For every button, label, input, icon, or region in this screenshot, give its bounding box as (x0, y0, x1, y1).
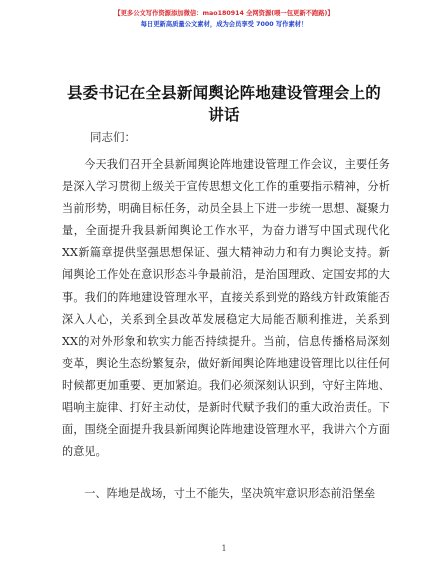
section-heading-1: 一、阵地是战场，寸土不能失，坚决筑牢意识形态前沿堡垒 (84, 487, 376, 500)
page-number: 1 (221, 544, 227, 553)
body-paragraph-1: 今天我们召开全县新闻舆论阵地建设管理工作会议，主要任务是深入学习贯彻上级关于宣传思想文化工作的重要指示精神，分析当前形势，明确目标任务，动员全县上下进一步统一思想、凝聚力量，全面提升我县新闻舆论工作水平，为奋力谱写中国式现代化XX新篇章提供坚强思想保证、强大精神动力和有力舆论支持。新闻舆论工作处在意识形态斗争最前沿，是治国理政、定国安邦的大事。我们的阵地建设管理水平，直接关系到党的路线方针政策能否深入人心，关系到全县改革发展稳定大局能否顺利推进，关系到XX的对外形象和软实力能否持续提升。当前，信息传播格局深刻变革，舆论生态纷繁复杂，做好新闻舆论阵地建设管理比以往任何时候都更加重要、更加紧迫。我们必须深刻认识到，守好主阵地、唱响主旋律、打好主动仗，是新时代赋予我们的重大政治责任。下面，围绕全面提升我县新闻舆论阵地建设管理水平，我讲六个方面的意见。 (62, 158, 390, 459)
document-title: 县委书记在全县新闻舆论阵地建设管理会上的讲话 (66, 84, 381, 124)
salutation: 同志们： (90, 130, 136, 144)
promo-banner-line-1: 【更多公文写作资源添加微信：mao180914 全网资源(喂一包更新不跑路)】 (114, 10, 334, 17)
promo-banner-line-2: 每日更新高质量公文素材，成为会员享受 7000 写作素材！ (140, 21, 308, 28)
